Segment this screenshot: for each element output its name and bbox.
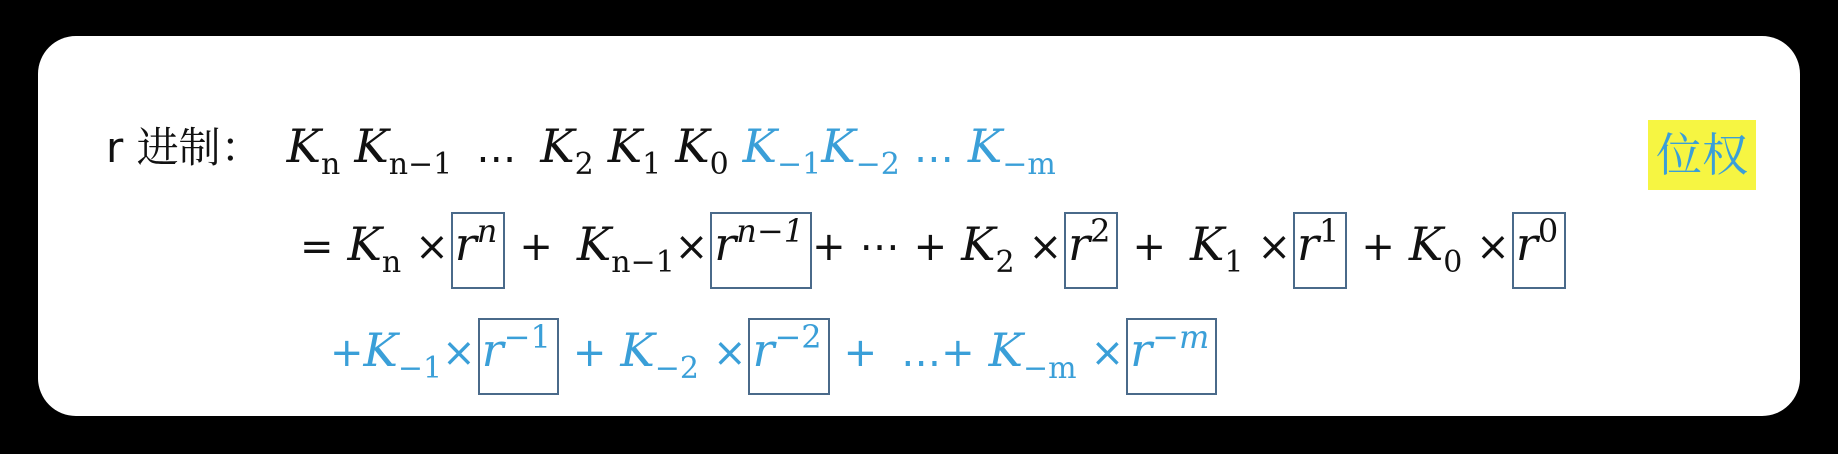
- formula-line-3: [330, 318, 1217, 395]
- term-k: K: [1189, 217, 1225, 271]
- term-k: K: [620, 323, 655, 377]
- radix-r: r: [714, 217, 737, 271]
- term-k: K: [286, 119, 321, 173]
- term-sub: 0: [1443, 245, 1463, 280]
- radix-r: r: [1515, 217, 1538, 271]
- radix-r: r: [1068, 217, 1091, 271]
- term-k: K: [1408, 217, 1444, 271]
- plus-sign: +: [519, 224, 553, 270]
- ellipsis: …: [901, 330, 942, 376]
- exponent: −1: [503, 318, 551, 356]
- formula-card: [38, 36, 1800, 416]
- weight-box: [710, 212, 812, 289]
- term-k: K: [988, 323, 1024, 377]
- plus-sign: +: [1361, 224, 1395, 270]
- radix-label: r 进制：: [106, 123, 263, 172]
- term-sub: −m: [1023, 351, 1077, 386]
- times-sign: ×: [1257, 224, 1291, 270]
- radix-r: r: [481, 323, 504, 377]
- weight-box: [1293, 212, 1347, 289]
- term-sub: 0: [709, 147, 729, 182]
- exponent: 0: [1537, 212, 1559, 250]
- term-sub: 1: [642, 147, 662, 182]
- frac-term-sub: −m: [1002, 147, 1056, 182]
- cdots: ⋯: [859, 224, 900, 270]
- radix-r: r: [752, 323, 775, 377]
- exponent: n: [476, 212, 498, 250]
- plus-sign: +: [1132, 224, 1166, 270]
- times-sign: ×: [442, 330, 476, 376]
- term-sub: n−1: [388, 147, 453, 182]
- frac-term-k: K: [821, 119, 856, 173]
- term-k: K: [354, 119, 389, 173]
- term-k: K: [961, 217, 996, 271]
- radix-r: r: [1130, 323, 1153, 377]
- equals-sign: =: [300, 224, 334, 270]
- positional-weight-tag: 位权: [1648, 120, 1756, 190]
- plus-sign: +: [913, 224, 948, 270]
- radix-r: r: [1296, 217, 1319, 271]
- times-sign: ×: [1090, 330, 1125, 376]
- exponent: −m: [1152, 318, 1210, 356]
- term-sub: 2: [574, 147, 594, 182]
- radix-r: r: [454, 217, 477, 271]
- ellipsis: …: [476, 126, 517, 172]
- formula-line-1: [106, 116, 1056, 183]
- plus-sign: +: [812, 224, 846, 270]
- term-sub: 1: [1224, 245, 1244, 280]
- exponent: −2: [774, 318, 822, 356]
- weight-box: [451, 212, 506, 289]
- weight-box: [1064, 212, 1118, 289]
- frac-term-k: K: [742, 119, 778, 173]
- term-sub: n−1: [611, 245, 675, 280]
- times-sign: ×: [674, 224, 709, 270]
- times-sign: ×: [1028, 224, 1063, 270]
- frac-term-sub: −1: [777, 147, 822, 182]
- weight-box: [478, 318, 559, 395]
- term-sub: −2: [654, 351, 699, 386]
- term-sub: 2: [995, 245, 1015, 280]
- plus-sign: +: [330, 330, 364, 376]
- weight-box: [1126, 318, 1217, 395]
- term-k: K: [675, 119, 710, 173]
- plus-sign: +: [843, 330, 878, 376]
- weight-box: [748, 318, 829, 395]
- plus-sign: +: [572, 330, 607, 376]
- times-sign: ×: [415, 224, 449, 270]
- plus-sign: +: [941, 330, 975, 376]
- exponent: 2: [1090, 212, 1111, 250]
- formula-line-2: [300, 212, 1566, 289]
- term-k: K: [363, 323, 398, 377]
- term-k: K: [607, 119, 643, 173]
- times-sign: ×: [1476, 224, 1510, 270]
- term-sub: n: [321, 147, 341, 182]
- frac-term-sub: −2: [855, 147, 900, 182]
- times-sign: ×: [712, 330, 747, 376]
- ellipsis: …: [913, 126, 954, 172]
- weight-box: [1512, 212, 1566, 289]
- exponent: n−1: [736, 212, 805, 250]
- term-sub: −1: [397, 351, 443, 386]
- term-k: K: [347, 217, 382, 271]
- frac-term-k: K: [967, 119, 1003, 173]
- term-k: K: [540, 119, 575, 173]
- exponent: 1: [1318, 212, 1340, 250]
- term-sub: n: [381, 245, 402, 280]
- term-k: K: [576, 217, 612, 271]
